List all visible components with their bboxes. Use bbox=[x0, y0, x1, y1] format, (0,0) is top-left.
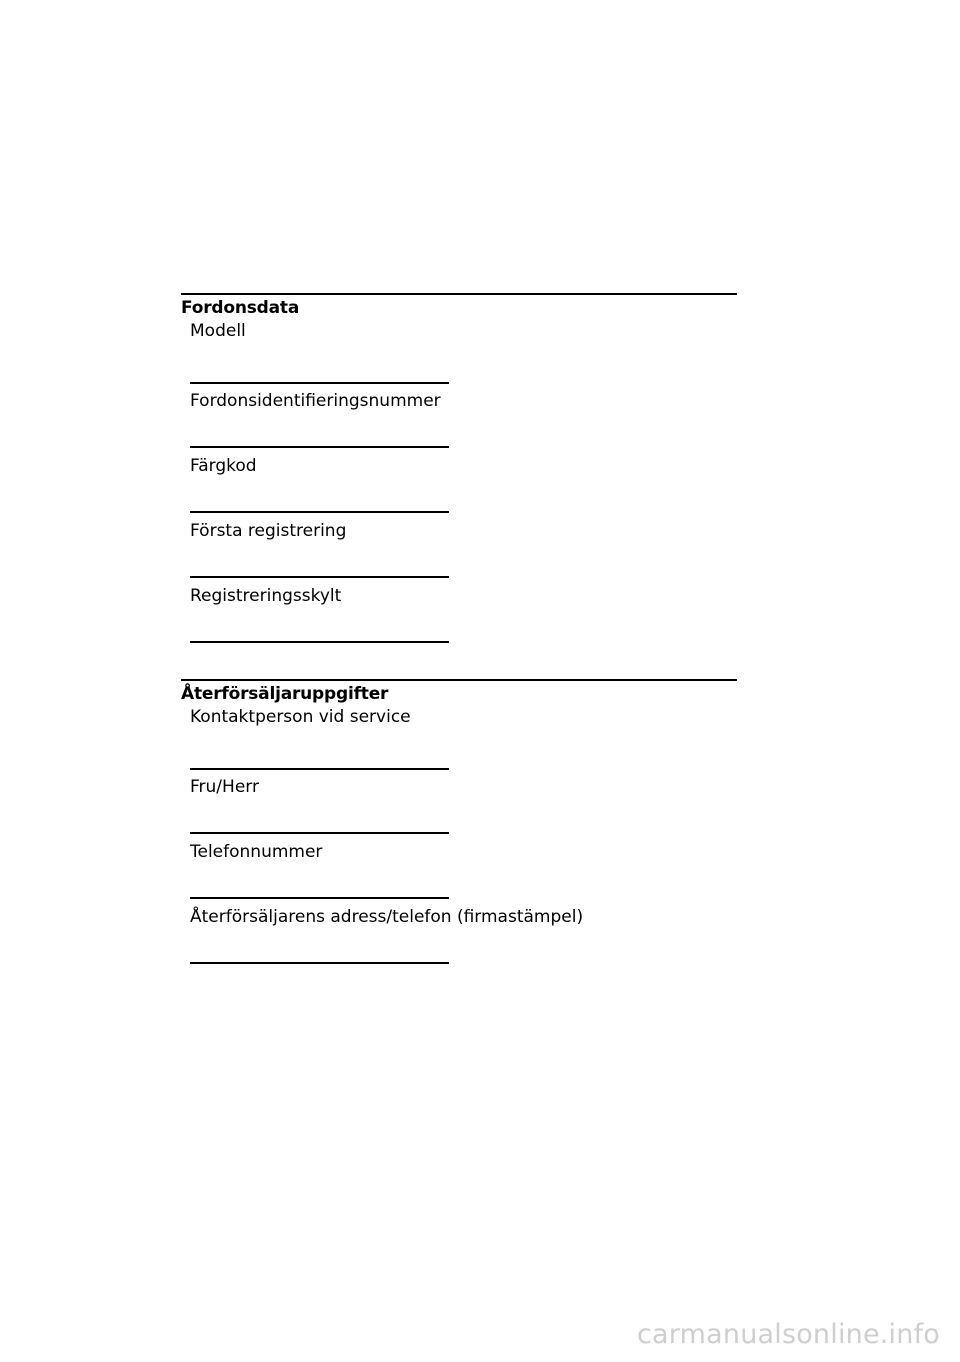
field-salutation[interactable] bbox=[181, 769, 737, 834]
section-title: Fordonsdata bbox=[181, 298, 300, 318]
field-dealer-address[interactable] bbox=[181, 899, 737, 964]
field-label: Registreringsskylt bbox=[190, 586, 342, 606]
field-label: Första registrering bbox=[190, 521, 347, 541]
field-service-contact[interactable] bbox=[181, 705, 737, 769]
field-label: Kontaktperson vid service bbox=[190, 707, 411, 727]
field-label: Modell bbox=[190, 321, 246, 341]
field-label: Färgkod bbox=[190, 456, 257, 476]
section-divider bbox=[181, 293, 737, 295]
field-license-plate[interactable] bbox=[181, 578, 737, 643]
fill-in-line bbox=[190, 641, 449, 643]
section-vehicle-data bbox=[181, 293, 737, 643]
field-label: Återförsäljarens adress/telefon (firmastämpel) bbox=[190, 907, 584, 927]
section-title: Återförsäljaruppgifter bbox=[181, 684, 389, 704]
field-color-code[interactable] bbox=[181, 448, 737, 513]
fill-in-line bbox=[190, 962, 449, 964]
section-divider bbox=[181, 679, 737, 681]
field-label: Telefonnummer bbox=[190, 842, 323, 862]
field-first-registration[interactable] bbox=[181, 513, 737, 578]
field-vin[interactable] bbox=[181, 383, 737, 448]
field-model[interactable] bbox=[181, 319, 737, 383]
field-label: Fru/Herr bbox=[190, 777, 259, 797]
field-phone-number[interactable] bbox=[181, 834, 737, 899]
watermark: carmanualsonline.info bbox=[637, 1319, 940, 1350]
section-dealer-info bbox=[181, 679, 737, 964]
field-label: Fordonsidentifieringsnummer bbox=[190, 391, 441, 411]
